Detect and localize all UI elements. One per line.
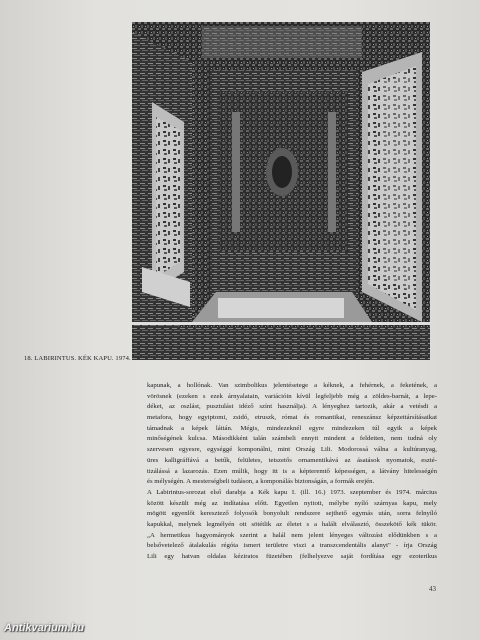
labyrinth-artwork (132, 22, 430, 360)
text-line: kapukkal, melynek legmélyén ott sötétlik az életet s a halált elválasztó, összekötő kék tükör. (147, 520, 437, 528)
text-line: üres kalligráffává a betűk, felületes, tetszetős ornamentikává az ásatások nyomatok, eszté- (147, 456, 437, 464)
page-number: 43 (429, 585, 436, 593)
text-line: kapunak, a hollónak. Van szimbolikus jelentésetege a kéknek, a fehérnek, a feketének, a (147, 382, 437, 389)
figure-caption: 18. LABIRINTUS. KÉK KAPU. 1974. (24, 355, 131, 362)
text-line: támadnak a képek láttán. Mégis, mindezeknél egyre mindezeken túl egyik a képek (147, 424, 437, 432)
text-line: belsővetelező átalakulás régóta ismert területre viszi a transzcendentális alanyt" - írja Ország (147, 542, 437, 550)
text-line: tizálássá a lazarozás. Ezen múlik, hogy itt is a képteremtő képességen, a látvány hitelességén (147, 467, 437, 475)
text-line: minőségének kulcsa. Másodikként talán számbeli ennyit mindent a feldetten, nem tudná oly (147, 435, 437, 443)
text-line: között készült még az indítatása előtt. Egyetlen nyitott, mélybe nyíló szárnyas kapu, mely (147, 499, 437, 507)
text-line: mögött egyenlőt keresztező folyosók bonyolult rendszere sejthető egymás után, sorra felnyíló (147, 510, 437, 518)
watermark-logo: Antikvarium.hu (4, 622, 85, 634)
text-line: Lili egy hatvan oldalas kéziratos füzetében (felhelyezve saját fordítása egy ezoterikus (147, 553, 437, 560)
text-line: szervesen egyesre, egységgé komponálni, mint Ország Lili. Modorossá válna a kultúranyag, (147, 446, 437, 454)
text-line: metafora, hogy egyiptomi, zsidó, etruszk, római és romantikai, reneszánsz képzettársításaikat (147, 414, 437, 422)
text-line: és mélységén. A mesterségbeli tudáson, a komponálás biztonságán, a formák erején. (147, 478, 375, 486)
text-line: „A hermetikus hagyományok szerint a halál nem jelent lényeges változást elődünkben s a (147, 531, 437, 539)
text-line: vörösnek (ezeken s ezek árnyalatain, variációin kívül legfeljebb még a zöldes-barnát, a lepe- (147, 392, 437, 400)
text-line: déket, az oszlást, pusztulást idéző színt használja). A lényeghez tartozik, akár a vetésdi a (147, 403, 437, 411)
text-line: A Labirintus-sorozat első darabja a Kék kapu I. (ill. 16.) 1973. szeptember és 1974. március (147, 488, 437, 496)
body-text (147, 381, 437, 563)
